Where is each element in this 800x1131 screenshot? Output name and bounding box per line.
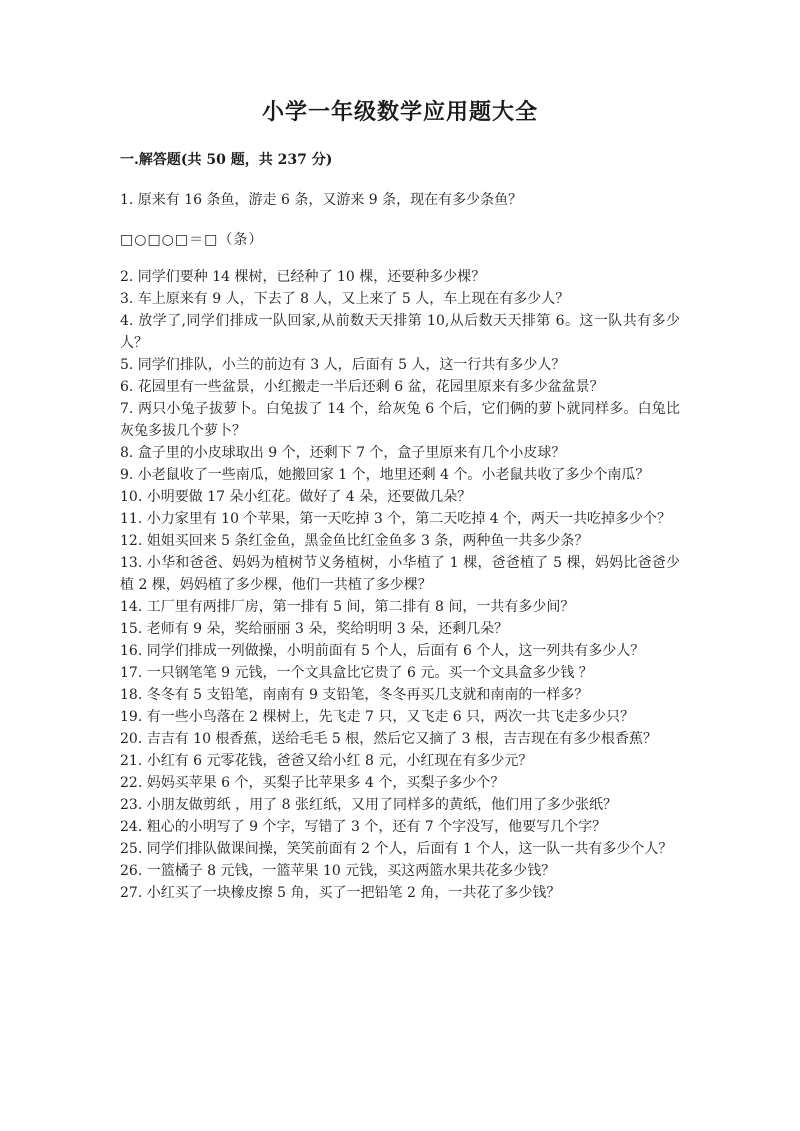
question-item: 11. 小力家里有 10 个苹果，第一天吃掉 3 个，第二天吃掉 4 个，两天一共吃掉多少个？: [120, 511, 672, 527]
page-title: 小学一年级数学应用题大全: [261, 99, 538, 125]
question-item: 24. 粗心的小明写了 9 个字，写错了 3 个，还有 7 个字没写，他要写几个字？: [120, 819, 607, 835]
question-item: 6. 花园里有一些盆景，小红搬走一半后还剩 6 盆，花园里原来有多少盆盆景？: [120, 379, 604, 395]
question-item: 8. 盒子里的小皮球取出 9 个，还剩下 7 个，盒子里原来有几个小皮球？: [120, 445, 566, 461]
question-item: 7. 两只小兔子拔萝卜。白兔拔了 14 个，给灰兔 6 个后，它们俩的萝卜就同样多。白兔比灰兔多拔几个萝卜？: [120, 401, 680, 439]
question-item: 21. 小红有 6 元零花钱，爸爸又给小红 8 元，小红现在有多少元？: [120, 753, 533, 769]
answer-formula-blank: □○□○□＝□（条）: [120, 232, 264, 248]
question-item: 18. 冬冬有 5 支铅笔，南南有 9 支铅笔，冬冬再买几支就和南南的一样多？: [120, 687, 589, 703]
question-item: 2. 同学们要种 14 棵树，已经种了 10 棵，还要种多少棵？: [120, 269, 486, 285]
question-item: 26. 一篮橘子 8 元钱，一篮苹果 10 元钱，买这两篮水果共花多少钱？: [120, 863, 556, 879]
question-item: 25. 同学们排队做课间操，笑笑前面有 2 个人，后面有 1 个人，这一队一共有多少个人？: [120, 841, 673, 857]
question-item: 5. 同学们排队，小兰的前边有 3 人，后面有 5 人，这一行共有多少人？: [120, 357, 566, 373]
question-item: 16. 同学们排成一列做操，小明前面有 5 个人，后面有 6 个人，这一列共有多少人？: [120, 643, 645, 659]
question-item: 23. 小朋友做剪纸 ，用了 8 张红纸，又用了同样多的黄纸，他们用了多少张纸？: [120, 797, 617, 813]
question-item: 4. 放学了,同学们排成一队回家,从前数天天排第 10,从后数天天排第 6。这一队共有多少人？: [120, 313, 680, 351]
question-item: 22. 妈妈买苹果 6 个，买梨子比苹果多 4 个，买梨子多少个？: [120, 775, 505, 791]
section-header: 一.解答题(共 50 题，共 237 分): [120, 152, 333, 168]
question-item: 19. 有一些小鸟落在 2 棵树上，先飞走 7 只，又飞走 6 只，两次一共飞走多少只？: [120, 709, 635, 725]
question-item: 20. 吉吉有 10 根香蕉，送给毛毛 5 根，然后它又摘了 3 根，吉吉现在有多少根香蕉？: [120, 731, 658, 747]
question-item: 12. 姐姐买回来 5 条红金鱼，黑金鱼比红金鱼多 3 条，两种鱼一共多少条？: [120, 533, 589, 549]
question-item: 10. 小明要做 17 朵小红花。做好了 4 朵，还要做几朵？: [120, 489, 472, 505]
question-item: 27. 小红买了一块橡皮擦 5 角，买了一把铅笔 2 角，一共花了多少钱？: [120, 885, 561, 901]
question-item: 9. 小老鼠收了一些南瓜，她搬回家 1 个，地里还剩 4 个。小老鼠共收了多少个南瓜？: [120, 467, 650, 483]
question-item: 3. 车上原来有 9 人，下去了 8 人，又上来了 5 人，车上现在有多少人？: [120, 291, 570, 307]
question-item: 15. 老师有 9 朵，奖给丽丽 3 朵，奖给明明 3 朵，还剩几朵？: [120, 621, 509, 637]
question-list: [120, 266, 680, 904]
question-item: 14. 工厂里有两排厂房，第一排有 5 间，第二排有 8 间，一共有多少间？: [120, 599, 575, 615]
question-item: 13. 小华和爸爸、妈妈为植树节义务植树，小华植了 1 棵，爸爸植了 5 棵，妈妈比爸爸少植 2 棵，妈妈植了多少棵，他们一共植了多少棵？: [120, 555, 680, 593]
question-1: 1. 原来有 16 条鱼，游走 6 条，又游来 9 条，现在有多少条鱼？: [120, 192, 523, 208]
question-item: 17. 一只钢笔笔 9 元钱，一个文具盒比它贵了 6 元。买一个文具盒多少钱 ？: [120, 665, 593, 681]
